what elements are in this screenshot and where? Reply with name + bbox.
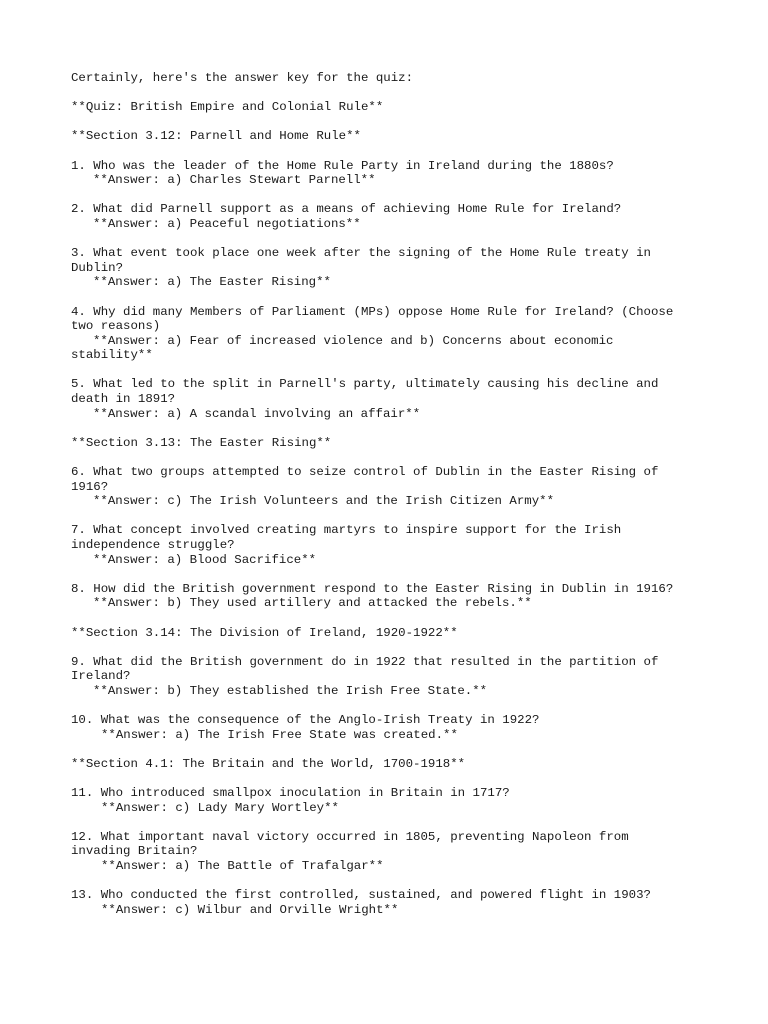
section-heading: **Section 3.13: The Easter Rising**: [71, 435, 332, 450]
answer-text: **Answer: a) The Irish Free State was created.**: [101, 727, 458, 742]
question-text: Ireland?: [71, 669, 131, 684]
answer-text: **Answer: c) The Irish Volunteers and the Irish Citizen Army**: [93, 494, 555, 509]
answer-text: **Answer: b) They established the Irish Free State.**: [93, 683, 488, 698]
section-heading: **Section 3.12: Parnell and Home Rule**: [71, 129, 361, 144]
answer-text: **Answer: a) Charles Stewart Parnell**: [93, 173, 376, 188]
intro-text: Certainly, here's the answer key for the quiz:: [71, 71, 414, 85]
question-text: independence struggle?: [71, 538, 235, 552]
answer-text: **Answer: a) Fear of increased violence and b) Concerns about economic: [93, 333, 614, 348]
quiz-title: **Quiz: British Empire and Colonial Rule**: [71, 100, 384, 115]
question-text: 11. Who introduced smallpox inoculation in Britain in 1717?: [71, 786, 510, 801]
question-text: 1. Who was the leader of the Home Rule Party in Ireland during the 1880s?: [71, 158, 614, 173]
answer-key-document: [71, 71, 691, 917]
question-text: 8. How did the British government respond to the Easter Rising in Dublin in 1916?: [71, 581, 674, 596]
answer-text: stability**: [71, 348, 153, 363]
question-text: 13. Who conducted the first controlled, sustained, and powered flight in 1903?: [71, 888, 651, 903]
section-heading: **Section 4.1: The Britain and the World, 1700-1918**: [71, 756, 466, 771]
question-text: 3. What event took place one week after the signing of the Home Rule treaty in: [71, 246, 651, 261]
question-text: 10. What was the consequence of the Anglo-Irish Treaty in 1922?: [71, 713, 540, 728]
answer-text: **Answer: c) Wilbur and Orville Wright**: [101, 902, 399, 917]
question-text: 4. Why did many Members of Parliament (MPs) oppose Home Rule for Ireland? (Choose: [71, 304, 674, 319]
answer-text: **Answer: b) They used artillery and attacked the rebels.**: [93, 596, 532, 611]
answer-text: **Answer: a) The Battle of Trafalgar**: [101, 859, 384, 874]
question-text: death in 1891?: [71, 392, 176, 407]
answer-text: **Answer: a) Blood Sacrifice**: [93, 552, 317, 567]
question-text: 12. What important naval victory occurred in 1805, preventing Napoleon from: [71, 829, 629, 844]
question-text: Dublin?: [71, 260, 124, 275]
question-text: 9. What did the British government do in 1922 that resulted in the partition of: [71, 654, 659, 669]
question-text: 5. What led to the split in Parnell's party, ultimately causing his decline and: [71, 377, 659, 392]
answer-text: **Answer: a) A scandal involving an affair**: [93, 406, 421, 421]
answer-text: **Answer: a) The Easter Rising**: [93, 275, 331, 290]
section-heading: **Section 3.14: The Division of Ireland, 1920-1922**: [71, 625, 458, 640]
question-text: 2. What did Parnell support as a means of achieving Home Rule for Ireland?: [71, 202, 622, 217]
question-text: invading Britain?: [71, 844, 198, 859]
answer-text: **Answer: a) Peaceful negotiations**: [93, 216, 361, 231]
question-text: 7. What concept involved creating martyrs to inspire support for the Irish: [71, 523, 622, 538]
answer-text: **Answer: c) Lady Mary Wortley**: [101, 800, 339, 815]
question-text: two reasons): [71, 319, 161, 334]
question-text: 1916?: [71, 479, 109, 494]
question-text: 6. What two groups attempted to seize control of Dublin in the Easter Rising of: [71, 465, 659, 480]
